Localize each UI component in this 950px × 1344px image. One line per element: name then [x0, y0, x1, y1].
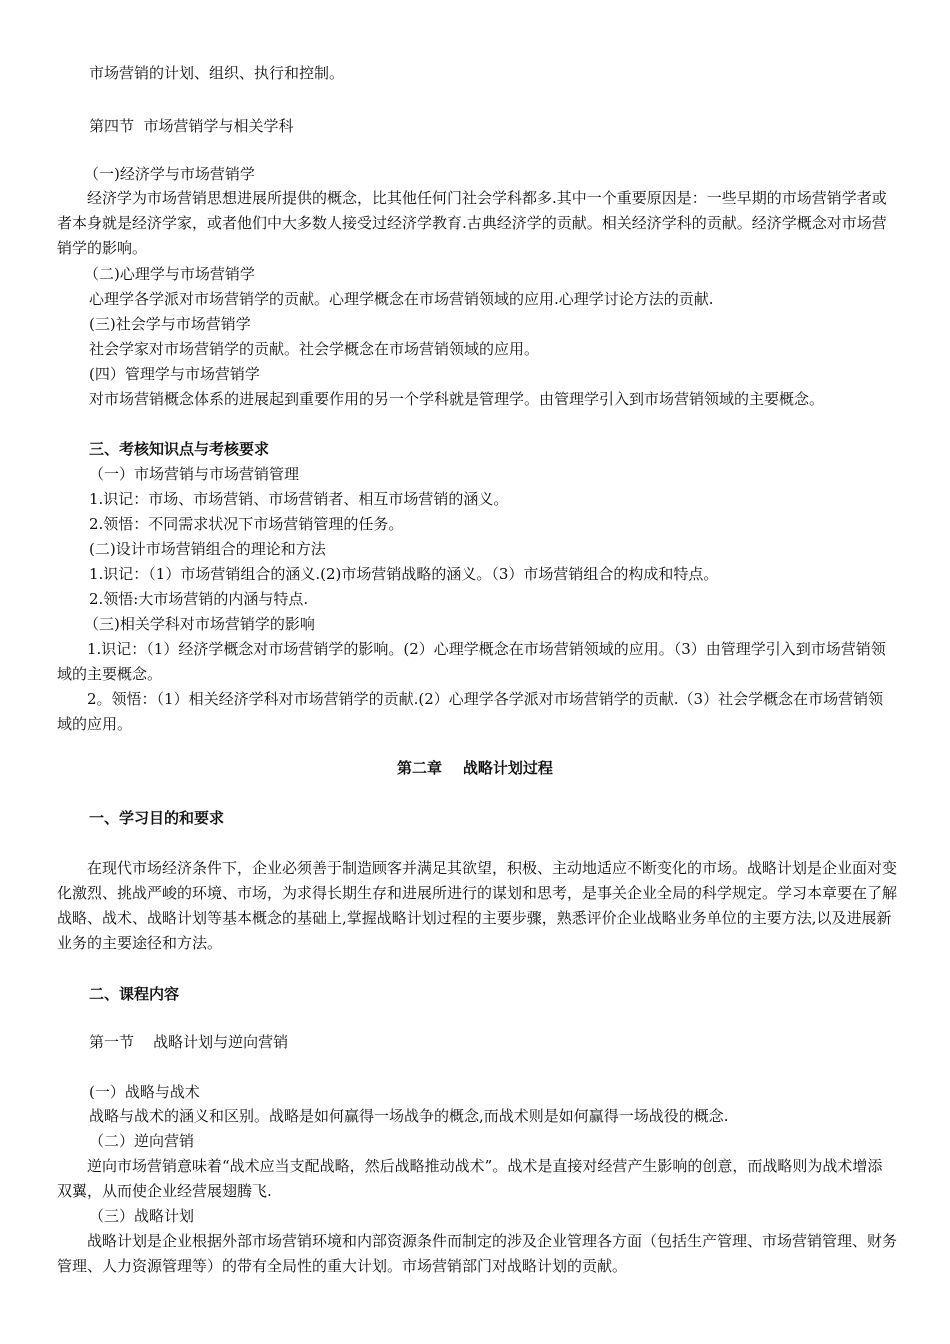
subsection-heading: （三)相关学科对市场营销学的影响 [84, 615, 315, 633]
section-heading: 第四节 市场营销学与相关学科 [89, 117, 294, 135]
subsection-heading: (三)社会学与市场营销学 [89, 315, 251, 333]
subsection-heading: （一）市场营销与市场营销管理 [89, 465, 300, 483]
paragraph: 在现代市场经济条件下，企业必须善于制造顾客并满足其欲望，积极、主动地适应不断变化的市场。战略计划是企业面对变化激烈、挑战严峻的环境、市场，为求得长期生存和进展所进行的谋划和思考，是事关企业全局的科学规定。学习本章要在了解战略、战术、战略计划等基本概念的基础上,掌握战略计划过程的主要步骤，熟悉评价企业战略业务单位的主要方法,以及进展新业务的主要途径和方法。 [57, 859, 898, 952]
paragraph: 经济学为市场营销思想进展所提供的概念，比其他任何门社会学科都多.其中一个重要原因是：一些早期的市场营销学者或者本身就是经济学家，或者他们中大多数人接受过经济学教育.古典经济学的贡献。相关经济学科的贡献。经济学概念对市场营销学的影响。 [57, 189, 887, 257]
text-line: 心理学各学派对市场营销学的贡献。心理学概念在市场营销领域的应用.心理学讨论方法的贡献. [89, 290, 714, 308]
chapter-title: 第二章 战略计划过程 [397, 759, 553, 777]
paragraph: 2。领悟：（1）相关经济学科对市场营销学的贡献.(2）心理学各学派对市场营销学的贡献.（3）社会学概念在市场营销领域的应用。 [57, 690, 884, 733]
subsection-heading: (一）战略与战术 [89, 1083, 200, 1101]
subsection-heading: (二)设计市场营销组合的理论和方法 [89, 540, 326, 558]
subsection-heading: （二)心理学与市场营销学 [84, 265, 255, 283]
paragraph: 战略计划是企业根据外部市场营销环境和内部资源条件而制定的涉及企业管理各方面（包括生产管理、市场营销管理、财务管理、人力资源管理等）的带有全局性的重大计划。市场营销部门对战略计划的贡献。 [57, 1232, 898, 1275]
section-heading: 三、考核知识点与考核要求 [89, 440, 270, 458]
section-heading: 二、课程内容 [89, 985, 180, 1003]
text-line: 2.领悟：不同需求状况下市场营销管理的任务。 [89, 515, 404, 533]
section-heading: 一、学习目的和要求 [89, 809, 225, 827]
subsection-heading: （三）战略计划 [89, 1207, 195, 1225]
text-line: 1.识记：市场、市场营销、市场营销者、相互市场营销的涵义。 [89, 490, 509, 508]
text-line: 市场营销的计划、组织、执行和控制。 [89, 64, 345, 82]
subsection-heading: (四）管理学与市场营销学 [89, 365, 260, 383]
text-line: 社会学家对市场营销学的贡献。社会学概念在市场营销领域的应用。 [89, 340, 540, 358]
subsection-heading: （一)经济学与市场营销学 [84, 165, 255, 183]
paragraph: 1.识记：（1）经济学概念对市场营销学的影响。(2）心理学概念在市场营销领域的应用。（3）由管理学引入到市场营销领域的主要概念。 [57, 640, 886, 683]
section-heading: 第一节 战略计划与逆向营销 [89, 1033, 289, 1051]
text-line: 战略与战术的涵义和区别。战略是如何赢得一场战争的概念,而战术则是如何赢得一场战役的概念. [89, 1107, 729, 1125]
text-line: 1.识记：（1）市场营销组合的涵义.(2)市场营销战略的涵义。（3）市场营销组合的构成和特点。 [89, 565, 719, 583]
text-line: 2.领悟:大市场营销的内涵与特点. [89, 590, 309, 608]
subsection-heading: （二）逆向营销 [89, 1132, 195, 1150]
text-line: 对市场营销概念体系的进展起到重要作用的另一个学科就是管理学。由管理学引入到市场营销领域的主要概念。 [89, 390, 825, 408]
paragraph: 逆向市场营销意味着“战术应当支配战略，然后战略推动战术”。战术是直接对经营产生影响的创意，而战略则为战术增添双翼，从而使企业经营展翅腾飞. [57, 1157, 883, 1200]
